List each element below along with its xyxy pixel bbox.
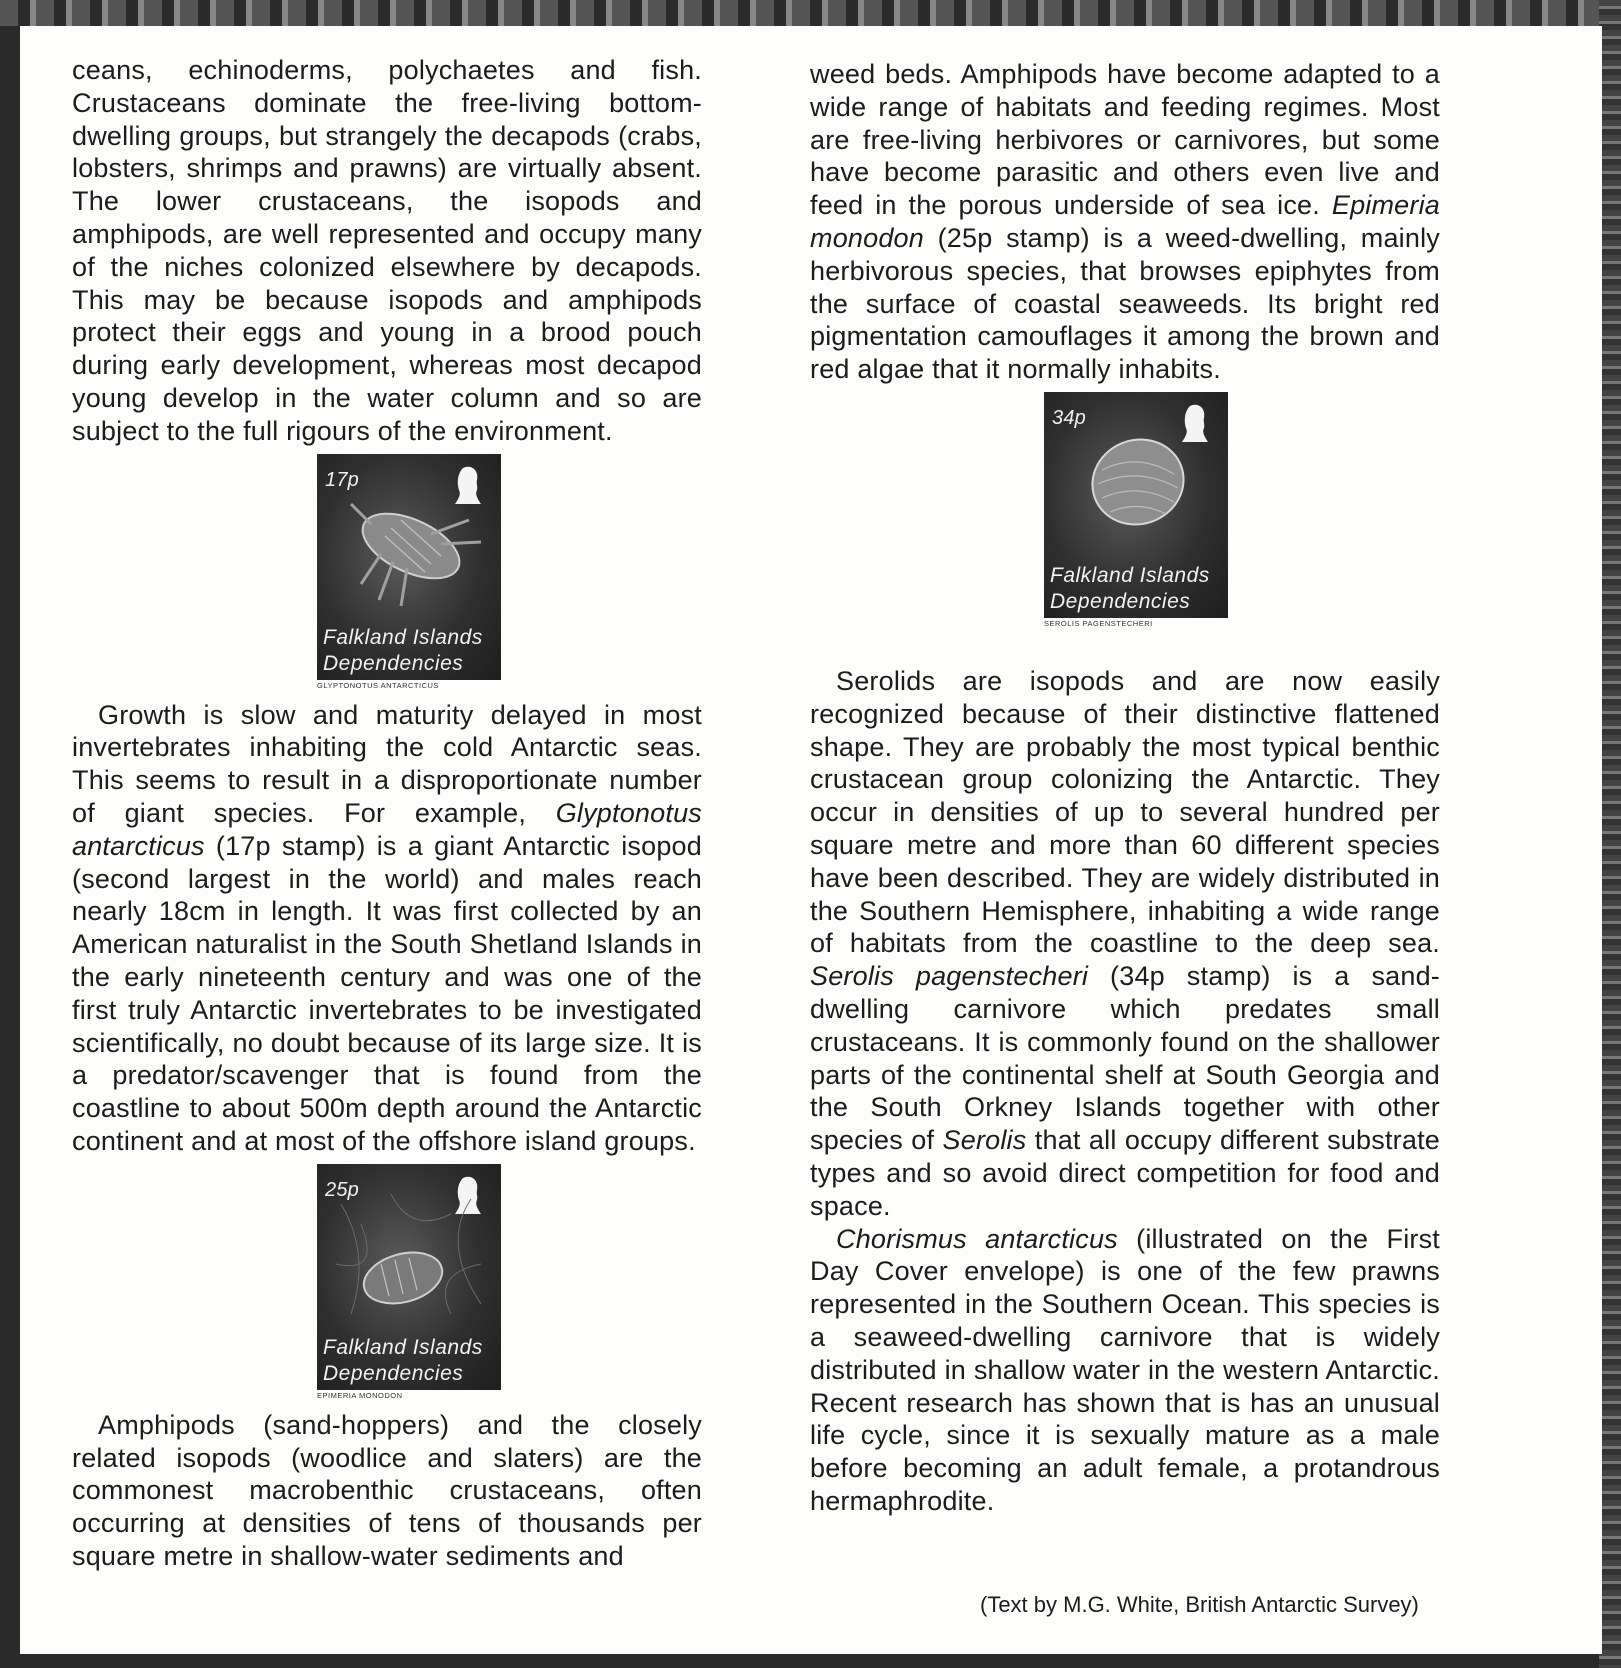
right-paragraph-1 <box>810 58 1440 386</box>
left-paragraph-2 <box>72 699 702 1158</box>
para-text: (17p stamp) is a giant Antarctic isopod (second largest in the world) and males reach nearly 18cm in length. It was first collected by an American naturalist in the South Shetland Islands in the early nineteenth century and was one of the first truly Antarctic invertebrates to be investigated scientifically, no doubt because of its large size. It is a predator/scavenger that is found from the coastline to about 500m depth around the Antarctic continent and at most of the offshore island groups. <box>72 830 702 1156</box>
stamp-image <box>1044 392 1228 618</box>
stamp-caption: GLYPTONOTUS ANTARCTICUS <box>317 680 439 690</box>
stamp-17p <box>317 454 501 691</box>
stamp-image <box>317 454 501 680</box>
species-name: Glyptonotus antarcticus <box>72 797 702 861</box>
stamp-country-line1: Falkland Islands <box>323 625 483 649</box>
document-page <box>20 26 1602 1654</box>
para-text: Growth is slow and maturity delayed in most invertebrates inhabiting the cold Antarctic seas. This seems to result in a disproportionate number of giant species. For example, <box>72 699 702 828</box>
species-name: Chorismus antarcticus <box>836 1223 1118 1254</box>
right-paragraph-2 <box>810 665 1440 1223</box>
stamp-country-line2: Dependencies <box>323 651 464 675</box>
stamp-country-line1: Falkland Islands <box>1050 563 1210 587</box>
amphipod-illustration <box>331 1194 491 1324</box>
para-text: (34p stamp) is a sand-dwelling carnivore which predates small crustaceans. It is commonly found on the shallower parts of the continental shelf at South Georgia and the South Orkney Islands together with other species of <box>810 961 1440 1156</box>
para-text: that all occupy different substrate types and so avoid direct competition for food and space. <box>810 1125 1440 1221</box>
serolid-illustration <box>1058 422 1218 552</box>
scan-right-edge <box>1599 0 1621 1668</box>
stamp-25p <box>317 1164 501 1401</box>
left-column <box>72 54 702 1573</box>
para-text: weed beds. Amphipods have become adapted to a wide range of habitats and feeding regimes. Most are free-living herbivores or carnivores, but some have become parasitic and others even live and feed in the porous underside of sea ice. <box>810 59 1440 221</box>
right-paragraph-3 <box>810 1223 1440 1518</box>
left-paragraph-1: ceans, echinoderms, polychaetes and fish. Crustaceans dominate the free-living bottom-dwelling groups, but strangely the decapods (crabs, lobsters, shrimps and prawns) are virtually absent. The lower crustaceans, the isopods and amphipods, are well represented and occupy many of the niches colonized elsewhere by decapods. This may be because isopods and amphipods protect their eggs and young in a brood pouch during early development, whereas most decapod young develop in the water column and so are subject to the full rigours of the environment. <box>72 55 702 446</box>
stamp-value: 25p <box>325 1178 359 1201</box>
species-name: Serolis pagenstecheri <box>810 961 1089 992</box>
stamp-image <box>317 1164 501 1390</box>
author-credit: (Text by M.G. White, British Antarctic Survey) <box>980 1592 1419 1617</box>
genus-name: Serolis <box>942 1125 1027 1156</box>
para-text: (25p stamp) is a weed-dwelling, mainly herbivorous species, that browses epiphytes from the surface of coastal seaweeds. Its bright red pigmentation camouflages it among the brown and red algae that it normally inhabits. <box>810 222 1440 385</box>
para-text: (illustrated on the First Day Cover envelope) is one of the few prawns represented in the Southern Ocean. This species is a seaweed-dwelling carnivore that is widely distributed in shallow water in the western Antarctic. Recent research has shown that is has an unusual life cycle, since it is sexually mature as a male before becoming an adult female, a protandrous hermaphrodite. <box>810 1223 1440 1516</box>
right-column <box>810 58 1440 1518</box>
stamp-caption: SEROLIS PAGENSTECHERI <box>1044 618 1153 628</box>
para-text: Serolids are isopods and are now easily recognized because of their distinctive flattened shape. They are probably the most typical benthic crustacean group colonizing the Antarctic. They occur in densities of up to several hundred per square metre and more than 60 different species have been described. They are widely distributed in the Southern Hemisphere, inhabiting a wide range of habitats from the coastline to the deep sea. <box>810 665 1440 959</box>
isopod-illustration <box>331 484 491 614</box>
species-name: Epimeria monodon <box>810 190 1440 253</box>
stamp-caption: EPIMERIA MONODON <box>317 1390 403 1400</box>
stamp-34p <box>1044 392 1228 629</box>
stamp-value: 34p <box>1052 406 1086 429</box>
stamp-country-line2: Dependencies <box>1050 589 1191 613</box>
left-paragraph-3: Amphipods (sand-hoppers) and the closely related isopods (woodlice and slaters) are the commonest macrobenthic crustaceans, often occurring at densities of tens of thousands per square metre in shallow-water sediments and <box>72 1409 702 1571</box>
stamp-country-line2: Dependencies <box>323 1361 464 1385</box>
stamp-country-line1: Falkland Islands <box>323 1335 483 1359</box>
stamp-value: 17p <box>325 468 359 491</box>
scan-top-edge <box>0 0 1621 26</box>
